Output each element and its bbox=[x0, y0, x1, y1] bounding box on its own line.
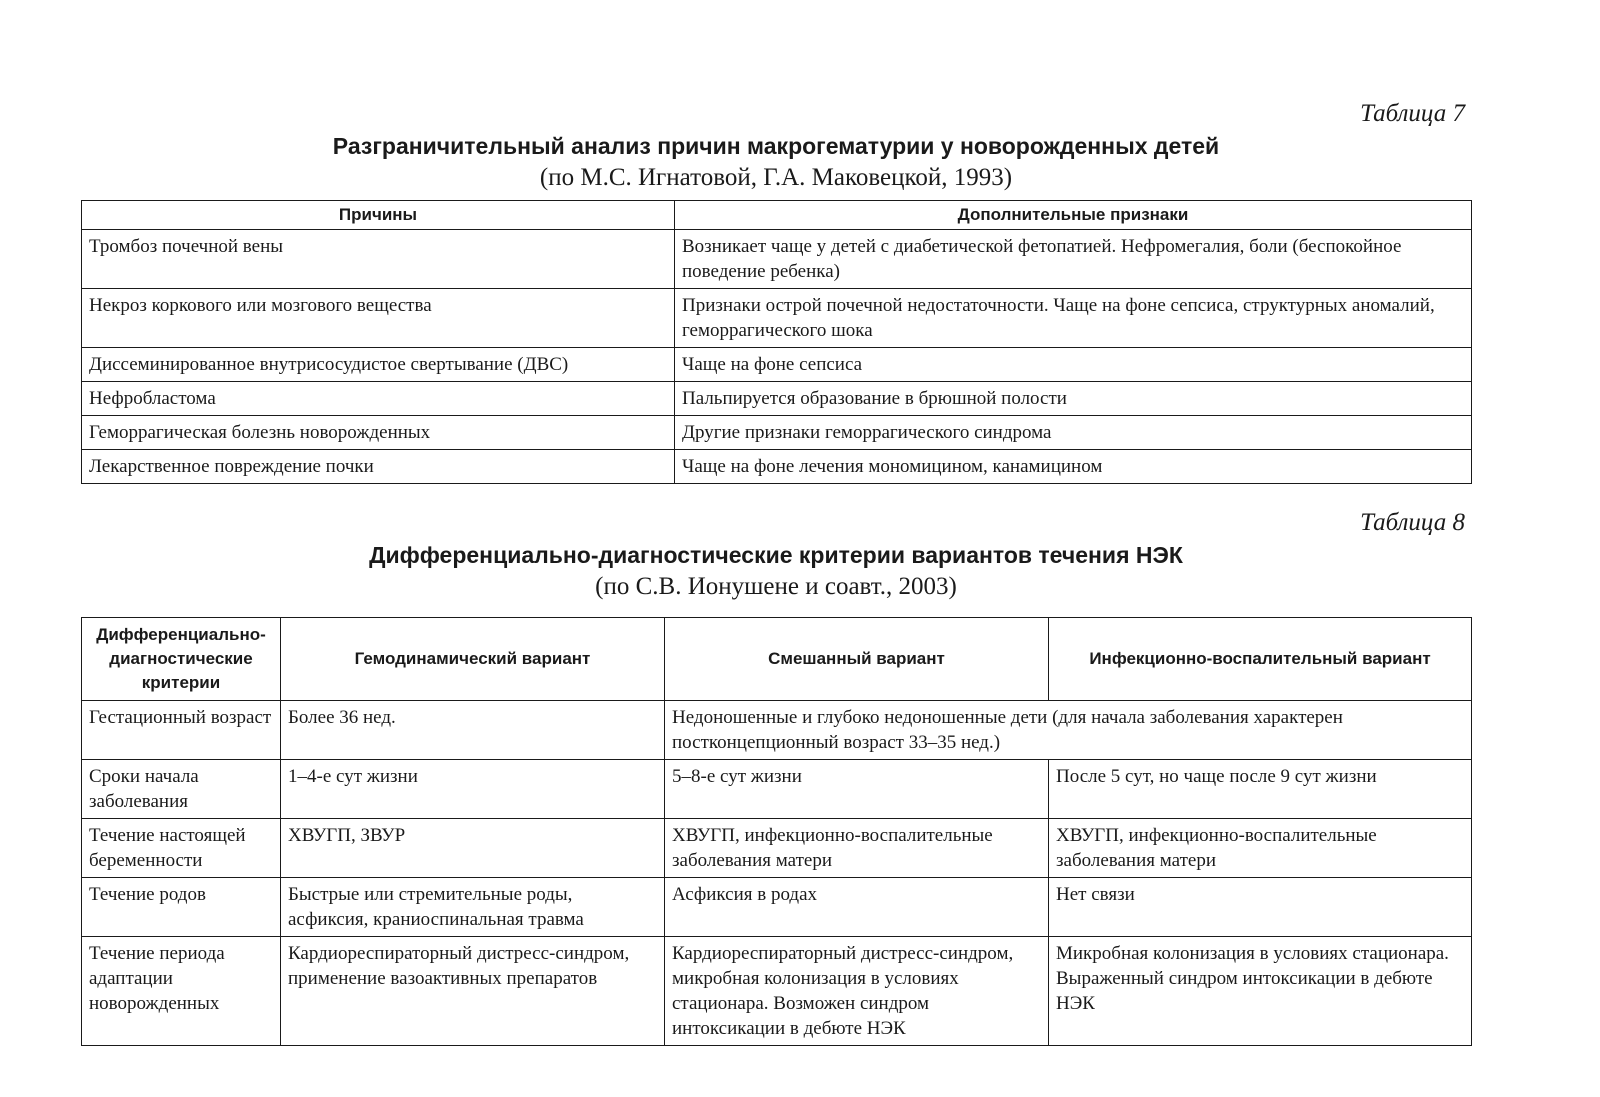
cause-cell: Лекарственное повреждение почки bbox=[82, 450, 675, 484]
table-row bbox=[82, 450, 1472, 484]
signs-cell: Чаще на фоне лечения мономицином, канамицином bbox=[675, 450, 1472, 484]
table-7-title: Разграничительный анализ причин макрогематурии у новорожденных детей bbox=[332, 133, 1220, 159]
hemodynamic-cell: 1–4-е сут жизни bbox=[281, 760, 665, 819]
hemodynamic-cell: ХВУГП, ЗВУР bbox=[281, 819, 665, 878]
table-row bbox=[82, 289, 1472, 348]
table-row bbox=[82, 819, 1472, 878]
header-mixed: Смешанный вариант bbox=[665, 618, 1049, 701]
table-7 bbox=[81, 200, 1472, 484]
criterion-cell: Сроки начала заболевания bbox=[82, 760, 281, 819]
header-hemodynamic: Гемодинамический вариант bbox=[281, 618, 665, 701]
table-7-header-causes: Причины bbox=[82, 201, 675, 230]
cause-cell: Нефробластома bbox=[82, 382, 675, 416]
hemodynamic-cell: Кардиореспираторный дистресс-синдром, применение вазоактивных препаратов bbox=[281, 937, 665, 1046]
mixed-cell: ХВУГП, инфекционно-воспалительные заболевания матери bbox=[665, 819, 1049, 878]
table-7-label: Таблица 7 bbox=[1360, 100, 1465, 127]
table-8-header-row bbox=[82, 618, 1472, 701]
mixed-cell: Асфиксия в родах bbox=[665, 878, 1049, 937]
criterion-cell: Течение настоящей беременности bbox=[82, 819, 281, 878]
table-row bbox=[82, 760, 1472, 819]
table-row bbox=[82, 701, 1472, 760]
table-row bbox=[82, 230, 1472, 289]
infectious-cell: Микробная колонизация в условиях стационара. Выраженный синдром интоксикации в дебюте НЭК bbox=[1049, 937, 1472, 1046]
criterion-cell: Течение периода адаптации новорожденных bbox=[82, 937, 281, 1046]
mixed-cell: 5–8-е сут жизни bbox=[665, 760, 1049, 819]
table-row bbox=[82, 416, 1472, 450]
table-7-subtitle: (по М.С. Игнатовой, Г.А. Маковецкой, 1993) bbox=[539, 164, 1013, 191]
table-row bbox=[82, 937, 1472, 1046]
cause-cell: Некроз коркового или мозгового вещества bbox=[82, 289, 675, 348]
hemodynamic-cell: Более 36 нед. bbox=[281, 701, 665, 760]
cause-cell: Тромбоз почечной вены bbox=[82, 230, 675, 289]
table-8 bbox=[81, 617, 1472, 1046]
table-8-title: Дифференциально-диагностические критерии вариантов течения НЭК bbox=[369, 542, 1183, 568]
criterion-cell: Гестационный возраст bbox=[82, 701, 281, 760]
signs-cell: Другие признаки геморрагического синдрома bbox=[675, 416, 1472, 450]
signs-cell: Возникает чаще у детей с диабетической фетопатией. Нефромегалия, боли (беспокойное поведение ребенка) bbox=[675, 230, 1472, 289]
infectious-cell: После 5 сут, но чаще после 9 сут жизни bbox=[1049, 760, 1472, 819]
table-8-subtitle: (по С.В. Ионушене и соавт., 2003) bbox=[595, 573, 957, 600]
hemodynamic-cell: Быстрые или стремительные роды, асфиксия, краниоспинальная травма bbox=[281, 878, 665, 937]
table-row bbox=[82, 878, 1472, 937]
criterion-cell: Течение родов bbox=[82, 878, 281, 937]
table-7-header-signs: Дополнительные признаки bbox=[675, 201, 1472, 230]
header-criteria: Дифференциально-диагностические критерии bbox=[82, 618, 281, 701]
infectious-cell: Нет связи bbox=[1049, 878, 1472, 937]
infectious-cell: ХВУГП, инфекционно-воспалительные заболевания матери bbox=[1049, 819, 1472, 878]
table-8-label: Таблица 8 bbox=[1360, 509, 1465, 536]
table-row bbox=[82, 348, 1472, 382]
mixed-cell: Кардиореспираторный дистресс-синдром, микробная колонизация в условиях стационара. Возможен синдром интоксикации в дебюте НЭК bbox=[665, 937, 1049, 1046]
signs-cell: Чаще на фоне сепсиса bbox=[675, 348, 1472, 382]
signs-cell: Пальпируется образование в брюшной полости bbox=[675, 382, 1472, 416]
cause-cell: Диссеминированное внутрисосудистое свертывание (ДВС) bbox=[82, 348, 675, 382]
table-7-header-row bbox=[82, 201, 1472, 230]
signs-cell: Признаки острой почечной недостаточности. Чаще на фоне сепсиса, структурных аномалий, геморрагического шока bbox=[675, 289, 1472, 348]
table-row bbox=[82, 382, 1472, 416]
cause-cell: Геморрагическая болезнь новорожденных bbox=[82, 416, 675, 450]
header-infectious: Инфекционно-воспалительный вариант bbox=[1049, 618, 1472, 701]
merged-cell: Недоношенные и глубоко недоношенные дети (для начала заболевания характерен постконцепционный возраст 33–35 нед.) bbox=[665, 701, 1472, 760]
